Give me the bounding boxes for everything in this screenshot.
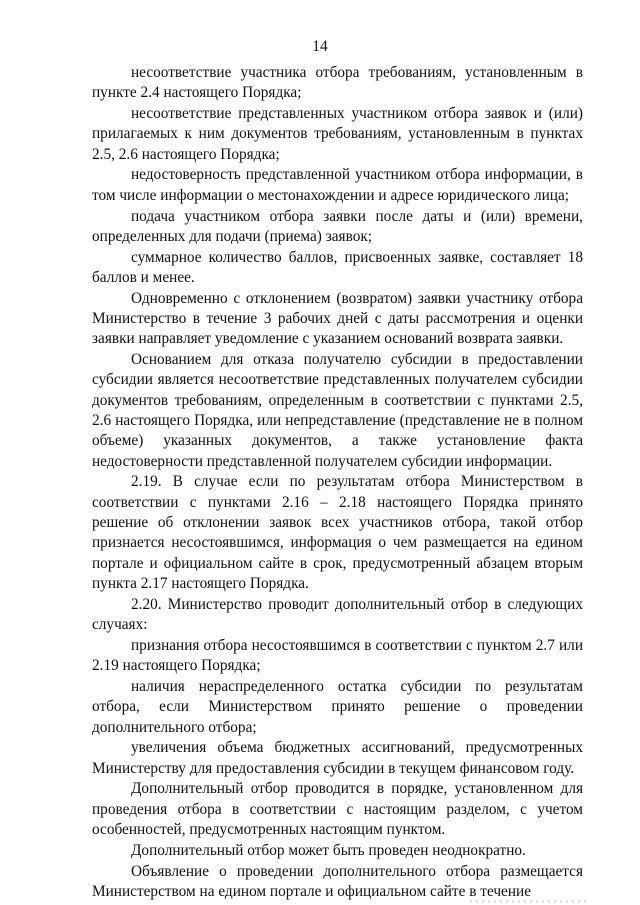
paragraph: недостоверность представленной участником отбора информации, в том числе информации о местонахождении и адресе юридического лица; <box>92 166 583 204</box>
paragraph: Дополнительный отбор может быть проведен неоднократно. <box>131 841 526 859</box>
paragraph: несоответствие участника отбора требованиям, установленным в пункте 2.4 настоящего Порядка; <box>92 64 583 102</box>
paragraph: несоответствие представленных участником отбора заявок и (или) прилагаемых к ним документов требованиям, установленным в пунктах 2.5, 2.6 настоящего Порядка; <box>92 105 583 163</box>
paragraph: подача участником отбора заявки после даты и (или) времени, определенных для подачи (приема) заявок; <box>92 207 583 245</box>
paragraph: признания отбора несостоявшимся в соответствии с пунктом 2.7 или 2.19 настоящего Порядка; <box>92 636 583 675</box>
document-body <box>92 63 583 903</box>
paragraph: наличия нераспределенного остатка субсидии по результатам отбора, если Министерством принято решение о проведении дополнительного отбора; <box>92 677 583 736</box>
paragraph-2-20: 2.20. Министерство проводит дополнительный отбор в следующих случаях: <box>92 595 583 634</box>
paragraph: Одновременно с отклонением (возвратом) заявки участнику отбора Министерство в течение 3 рабочих дней с даты рассмотрения и оценки заявки направляет уведомление с указанием оснований возврата заявки. <box>92 289 583 348</box>
paragraph-2-19: 2.19. В случае если по результатам отбора Министерством в соответствии с пунктами 2.16 – 2.18 настоящего Порядка принято решение об отклонении заявок всех участников отбора, такой отбор признается несостоявшимся, информация о чем размещается на едином портале и официальном сайте в срок, предусмотренный абзацем вторым пункта 2.17 настоящего Порядка. <box>92 473 583 592</box>
paragraph: Основанием для отказа получателю субсидии в предоставлении субсидии является несоответствие представленных получателем субсидии документов требованиям, определенным в соответствии с пунктами 2.5, 2.6 настоящего Порядка, или непредставление (представление не в полном объеме) указанных документов, а также установление факта недостоверности представленной получателем субсидии информации. <box>92 351 583 470</box>
scan-artifact <box>470 900 590 903</box>
paragraph: суммарное количество баллов, присвоенных заявке, составляет 18 баллов и менее. <box>92 248 583 286</box>
paragraph: Объявление о проведении дополнительного отбора размещается Министерством на едином портале и официальном сайте в течение <box>92 862 583 900</box>
paragraph: Дополнительный отбор проводится в порядке, установленном для проведения отбора в соответствии с настоящим разделом, с учетом особенностей, предусмотренных настоящим пунктом. <box>92 780 583 838</box>
page-number: 14 <box>312 38 328 55</box>
paragraph: увеличения объема бюджетных ассигнований, предусмотренных Министерству для предоставления субсидии в текущем финансовом году. <box>92 739 583 777</box>
